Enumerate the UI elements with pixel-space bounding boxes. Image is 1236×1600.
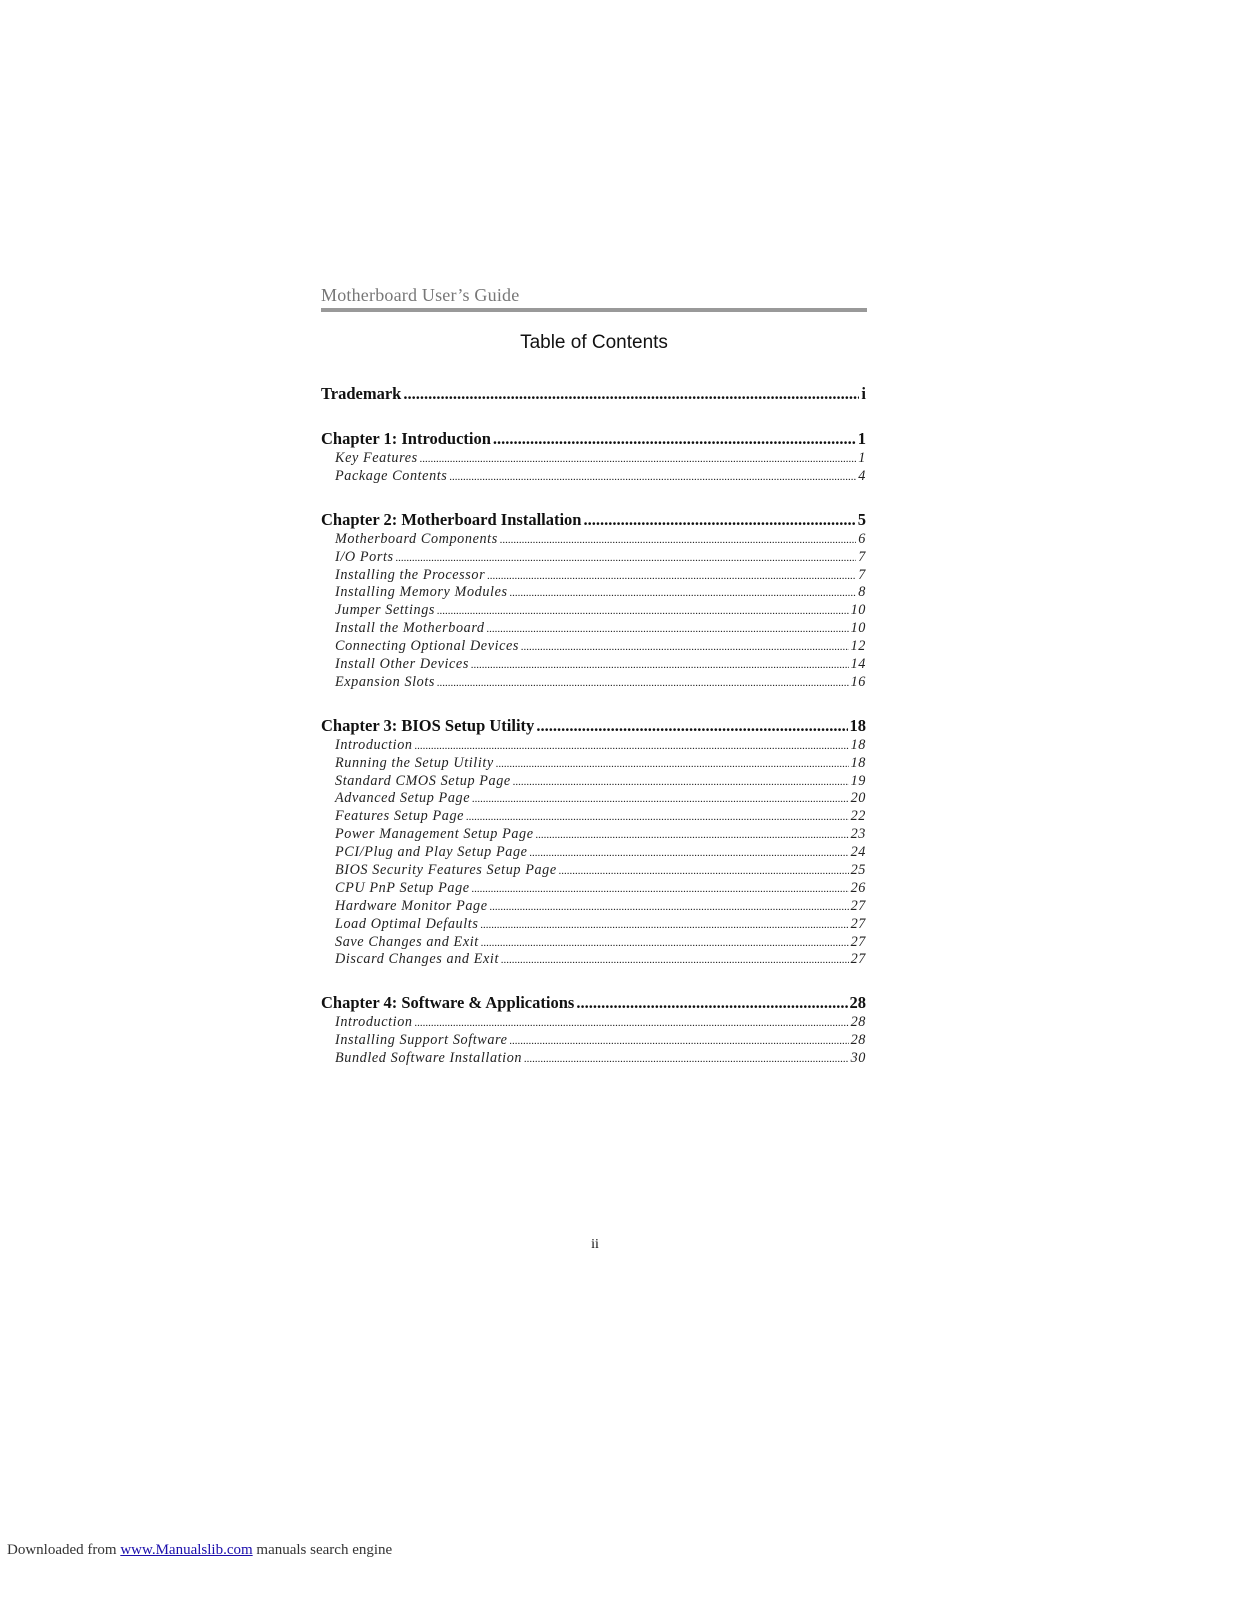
toc-entry-bundled-software[interactable]: [321, 1050, 866, 1068]
toc-label: Connecting Optional Devices: [335, 638, 520, 655]
toc-label: PCI/Plug and Play Setup Page: [335, 844, 528, 861]
toc-label: Expansion Slots: [335, 673, 436, 690]
toc-label: Power Management Setup Page: [335, 826, 534, 843]
toc-label: Discard Changes and Exit: [335, 951, 500, 968]
toc-page: 28: [850, 1014, 866, 1031]
toc-page: 1: [857, 429, 866, 448]
toc-page: 27: [850, 951, 866, 968]
toc-entry-bios-introduction[interactable]: [321, 737, 866, 755]
toc-page: 26: [850, 879, 866, 896]
toc-label: Advanced Setup Page: [335, 790, 471, 807]
toc-entry-standard-cmos[interactable]: [321, 773, 866, 791]
toc-label: Bundled Software Installation: [335, 1050, 523, 1067]
toc-entry-installing-processor[interactable]: [321, 567, 866, 585]
toc-page: 8: [858, 584, 866, 601]
page-title: Table of Contents: [520, 332, 668, 353]
toc-page: 24: [850, 844, 866, 861]
toc-page: 19: [850, 772, 866, 789]
toc-page: 12: [850, 638, 866, 655]
toc-label: Hardware Monitor Page: [335, 897, 488, 914]
toc-label: Load Optimal Defaults: [335, 915, 479, 932]
toc-entry-trademark[interactable]: [321, 383, 866, 405]
manualslib-link[interactable]: www.Manualslib.com: [120, 1542, 253, 1558]
toc-page: 27: [850, 933, 866, 950]
toc-page: 20: [850, 790, 866, 807]
toc-page: 16: [850, 673, 866, 690]
toc-entry-expansion-slots[interactable]: [321, 674, 866, 692]
toc-page: 18: [849, 715, 866, 735]
toc-label: Package Contents: [335, 467, 448, 484]
toc-entry-features-setup[interactable]: [321, 808, 866, 826]
download-suffix: manuals search engine: [256, 1542, 393, 1558]
toc-page: 27: [850, 915, 866, 932]
toc-label: Chapter 3: BIOS Setup Utility: [321, 715, 535, 735]
toc-entry-installing-support[interactable]: [321, 1032, 866, 1050]
toc-entry-cpu-pnp[interactable]: [321, 880, 866, 898]
toc-label: Standard CMOS Setup Page: [335, 772, 511, 789]
toc-entry-discard-changes[interactable]: [321, 951, 866, 969]
download-prefix: Downloaded from: [7, 1542, 117, 1558]
toc-entry-chapter-3[interactable]: [321, 715, 866, 737]
toc-entry-hardware-monitor[interactable]: [321, 898, 866, 916]
toc-page: 1: [858, 450, 866, 466]
toc-entry-running-setup[interactable]: [321, 755, 866, 773]
toc-entry-chapter-4[interactable]: [321, 992, 866, 1014]
toc-page: 7: [858, 548, 866, 565]
toc-entry-chapter-1[interactable]: [321, 428, 866, 450]
toc-entry-save-changes[interactable]: [321, 934, 866, 952]
page-number: ii: [591, 1237, 599, 1252]
toc-label: Introduction: [335, 1014, 413, 1031]
toc-page: 10: [850, 620, 866, 637]
toc-entry-power-management[interactable]: [321, 826, 866, 844]
toc-page: 5: [857, 509, 866, 529]
toc-label: Installing Memory Modules: [335, 584, 508, 601]
toc-entry-chapter-2[interactable]: [321, 509, 866, 531]
toc-entry-installing-memory[interactable]: [321, 584, 866, 602]
toc-label: Features Setup Page: [335, 808, 465, 825]
toc-entry-package-contents[interactable]: [321, 468, 866, 486]
toc-entry-connecting-optional[interactable]: [321, 638, 866, 656]
toc-page: 7: [858, 566, 866, 583]
toc-label: I/O Ports: [335, 548, 394, 565]
toc-label: Introduction: [335, 736, 413, 753]
toc-entry-load-optimal[interactable]: [321, 916, 866, 934]
toc-entry-install-other[interactable]: [321, 656, 866, 674]
toc-page: 30: [850, 1050, 866, 1067]
toc-entry-jumper-settings[interactable]: [321, 602, 866, 620]
running-header: Motherboard User’s Guide: [321, 285, 520, 305]
toc-page: 28: [849, 993, 866, 1013]
toc-label: BIOS Security Features Setup Page: [335, 862, 557, 879]
toc-label: Install Other Devices: [335, 656, 469, 673]
toc-page: 25: [850, 862, 866, 879]
toc-entry-io-ports[interactable]: [321, 549, 866, 567]
toc-entry-install-motherboard[interactable]: [321, 620, 866, 638]
toc-page: 6: [858, 530, 866, 547]
toc-label: Chapter 2: Motherboard Installation: [321, 509, 582, 529]
toc-entry-advanced-setup[interactable]: [321, 790, 866, 808]
toc-label: Running the Setup Utility: [335, 754, 494, 771]
toc-page: 18: [850, 754, 866, 771]
toc-label: Installing the Processor: [335, 566, 486, 583]
toc-label: Motherboard Components: [335, 530, 498, 547]
toc-label: Chapter 1: Introduction: [321, 429, 491, 448]
header-rule: [321, 308, 867, 312]
toc-page: i: [861, 384, 866, 403]
toc-page: 22: [850, 808, 866, 825]
toc-page: 28: [850, 1032, 866, 1049]
table-of-contents: [321, 383, 866, 1068]
toc-page: 23: [850, 826, 866, 843]
toc-entry-bios-security[interactable]: [321, 862, 866, 880]
toc-entry-motherboard-components[interactable]: [321, 531, 866, 549]
toc-label: Save Changes and Exit: [335, 933, 479, 950]
toc-label: Chapter 4: Software & Applications: [321, 993, 575, 1013]
toc-page: 18: [850, 736, 866, 753]
toc-entry-key-features[interactable]: [321, 450, 866, 468]
toc-page: 10: [850, 602, 866, 619]
toc-page: 14: [850, 656, 866, 673]
toc-page: 27: [850, 897, 866, 914]
toc-label: Install the Motherboard: [335, 620, 485, 637]
download-footer: [7, 1542, 392, 1559]
toc-label: Installing Support Software: [335, 1032, 508, 1049]
toc-label: CPU PnP Setup Page: [335, 879, 470, 896]
toc-entry-pci-plug-play[interactable]: [321, 844, 866, 862]
toc-label: Jumper Settings: [335, 602, 436, 619]
toc-entry-software-introduction[interactable]: [321, 1014, 866, 1032]
toc-label: Trademark: [321, 384, 402, 403]
toc-page: 4: [858, 467, 866, 484]
toc-label: Key Features: [335, 450, 418, 466]
